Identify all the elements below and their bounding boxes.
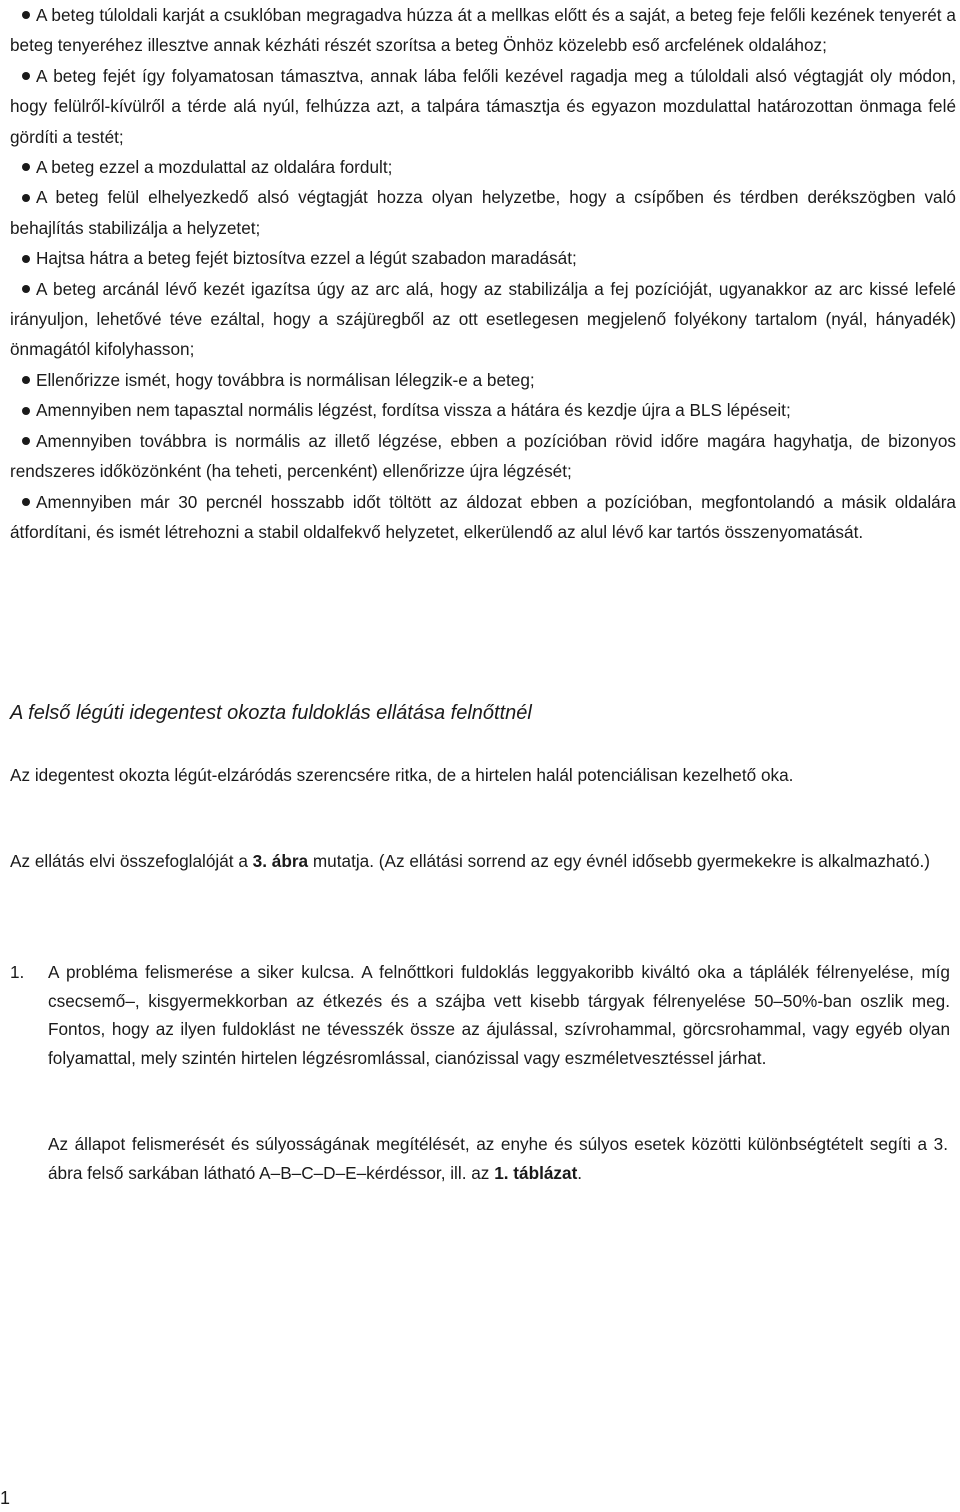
list-item xyxy=(10,152,956,182)
list-item-text: A beteg túloldali karját a csuklóban megragadva húzza át a mellkas előtt és a saját, a beteg feje felőli kezének tenyerét a beteg tenyeréhez illesztve annak kézháti részét szorítsa a beteg Önhöz közelebb eső arcfelének oldalához; xyxy=(10,5,956,56)
bullet-icon xyxy=(22,194,30,202)
bullet-icon xyxy=(22,163,30,171)
list-item xyxy=(10,487,956,548)
list-item xyxy=(10,274,956,365)
assessment-paragraph xyxy=(48,1130,948,1187)
bullet-icon xyxy=(22,437,30,445)
intro-paragraph: Az idegentest okozta légút-elzáródás szerencsére ritka, de a hirtelen halál potenciálisan kezelhető oka. xyxy=(10,765,794,785)
summary-text-end: mutatja. (Az ellátási sorrend az egy évnél idősebb gyermekekre is alkalmazható.) xyxy=(308,851,930,871)
assessment-text: Az állapot felismerését és súlyosságának megítélését, az enyhe és súlyos esetek közötti különbségtételt segíti a 3. ábra felső sarkában látható A–B–C–D–E–kérdéssor, ill. az xyxy=(48,1134,948,1183)
list-item xyxy=(10,0,956,61)
recovery-position-steps xyxy=(10,0,956,547)
list-item-text: Amennyiben nem tapasztal normális légzést, fordítsa vissza a hátára és kezdje újra a BLS lépéseit; xyxy=(36,400,791,421)
bullet-icon xyxy=(22,72,30,80)
list-item-text: A beteg fejét így folyamatosan támasztva, annak lába felőli kezével ragadja meg a túloldali alsó végtagját oly módon, hogy felülről-kívülről a térde alá nyúl, felhúzza azt, a talpára támasztja és egyazon mozdulattal határozottan önmaga felé gördíti a testét; xyxy=(10,65,956,147)
list-item xyxy=(10,365,956,395)
list-item xyxy=(10,243,956,273)
assessment-text-end: . xyxy=(577,1162,583,1183)
list-item-text: Amennyiben továbbra is normális az illető légzése, ebben a pozícióban rövid időre magára hagyhatja, de bizonyos rendszeres időközönként (ha teheti, percenként) ellenőrizze újra légzését; xyxy=(10,430,956,482)
summary-paragraph xyxy=(10,846,950,876)
bullet-icon xyxy=(22,498,30,506)
list-item xyxy=(10,61,956,152)
bullet-icon xyxy=(22,407,30,415)
list-item-text: Ellenőrizze ismét, hogy továbbra is normálisan lélegzik-e a beteg; xyxy=(36,369,535,390)
list-item xyxy=(10,426,956,487)
bullet-icon xyxy=(22,376,30,384)
item-number: 1. xyxy=(10,962,25,982)
numbered-item xyxy=(10,958,950,1072)
list-item xyxy=(10,395,956,425)
bullet-icon xyxy=(22,11,30,19)
page-number: 1 xyxy=(0,1488,11,1508)
list-item-text: A beteg felül elhelyezkedő alsó végtagját hozza olyan helyzetbe, hogy a csípőben és térdben derékszögben való behajlítás stabilizálja a helyzetet; xyxy=(10,187,956,238)
figure-reference: 3. ábra xyxy=(252,851,309,871)
table-reference: 1. táblázat xyxy=(494,1162,578,1183)
item-text: A probléma felismerése a siker kulcsa. A felnőttkori fuldoklás leggyakoribb kiváltó oka a táplálék félrenyelése, míg csecsemő–, kisgyermekkorban az étkezés és a szájba vett kisebb tárgyak félrenyelése 50–50%-ban oszlik meg. Fontos, hogy az ilyen fuldoklást ne tévesszék össze az ájulással, szívrohammal, görcsrohammal, vagy egyéb olyan folyamattal, mely szintén hirtelen légzésromlással, cianózissal vagy eszméletvesztéssel járhat. xyxy=(48,962,950,1068)
list-item xyxy=(10,182,956,243)
list-item-text: Hajtsa hátra a beteg fejét biztosítva ezzel a légút szabadon maradását; xyxy=(36,248,577,269)
section-heading: A felső légúti idegentest okozta fuldoklás ellátása felnőttnél xyxy=(10,702,532,724)
bullet-icon xyxy=(22,255,30,263)
bullet-icon xyxy=(22,285,30,293)
summary-text: Az ellátás elvi összefoglalóját a xyxy=(10,851,253,871)
list-item-text: A beteg arcánál lévő kezét igazítsa úgy az arc alá, hogy az stabilizálja a fej pozícióját, ugyanakkor az arc kissé lefelé irányuljon, lehetővé téve ezáltal, hogy a szájüregből az ott esetlegesen megjelenő folyékony tartalom (nyál, hányadék) önmagától kifolyhasson; xyxy=(10,278,956,360)
list-item-text: A beteg ezzel a mozdulattal az oldalára fordult; xyxy=(36,157,393,178)
list-item-text: Amennyiben már 30 percnél hosszabb időt töltött az áldozat ebben a pozícióban, megfontolandó a másik oldalára átfordítani, és ismét létrehozni a stabil oldalfekvő helyzetet, elkerülendő az alul lévő kar tartós összenyomatását. xyxy=(10,491,956,542)
